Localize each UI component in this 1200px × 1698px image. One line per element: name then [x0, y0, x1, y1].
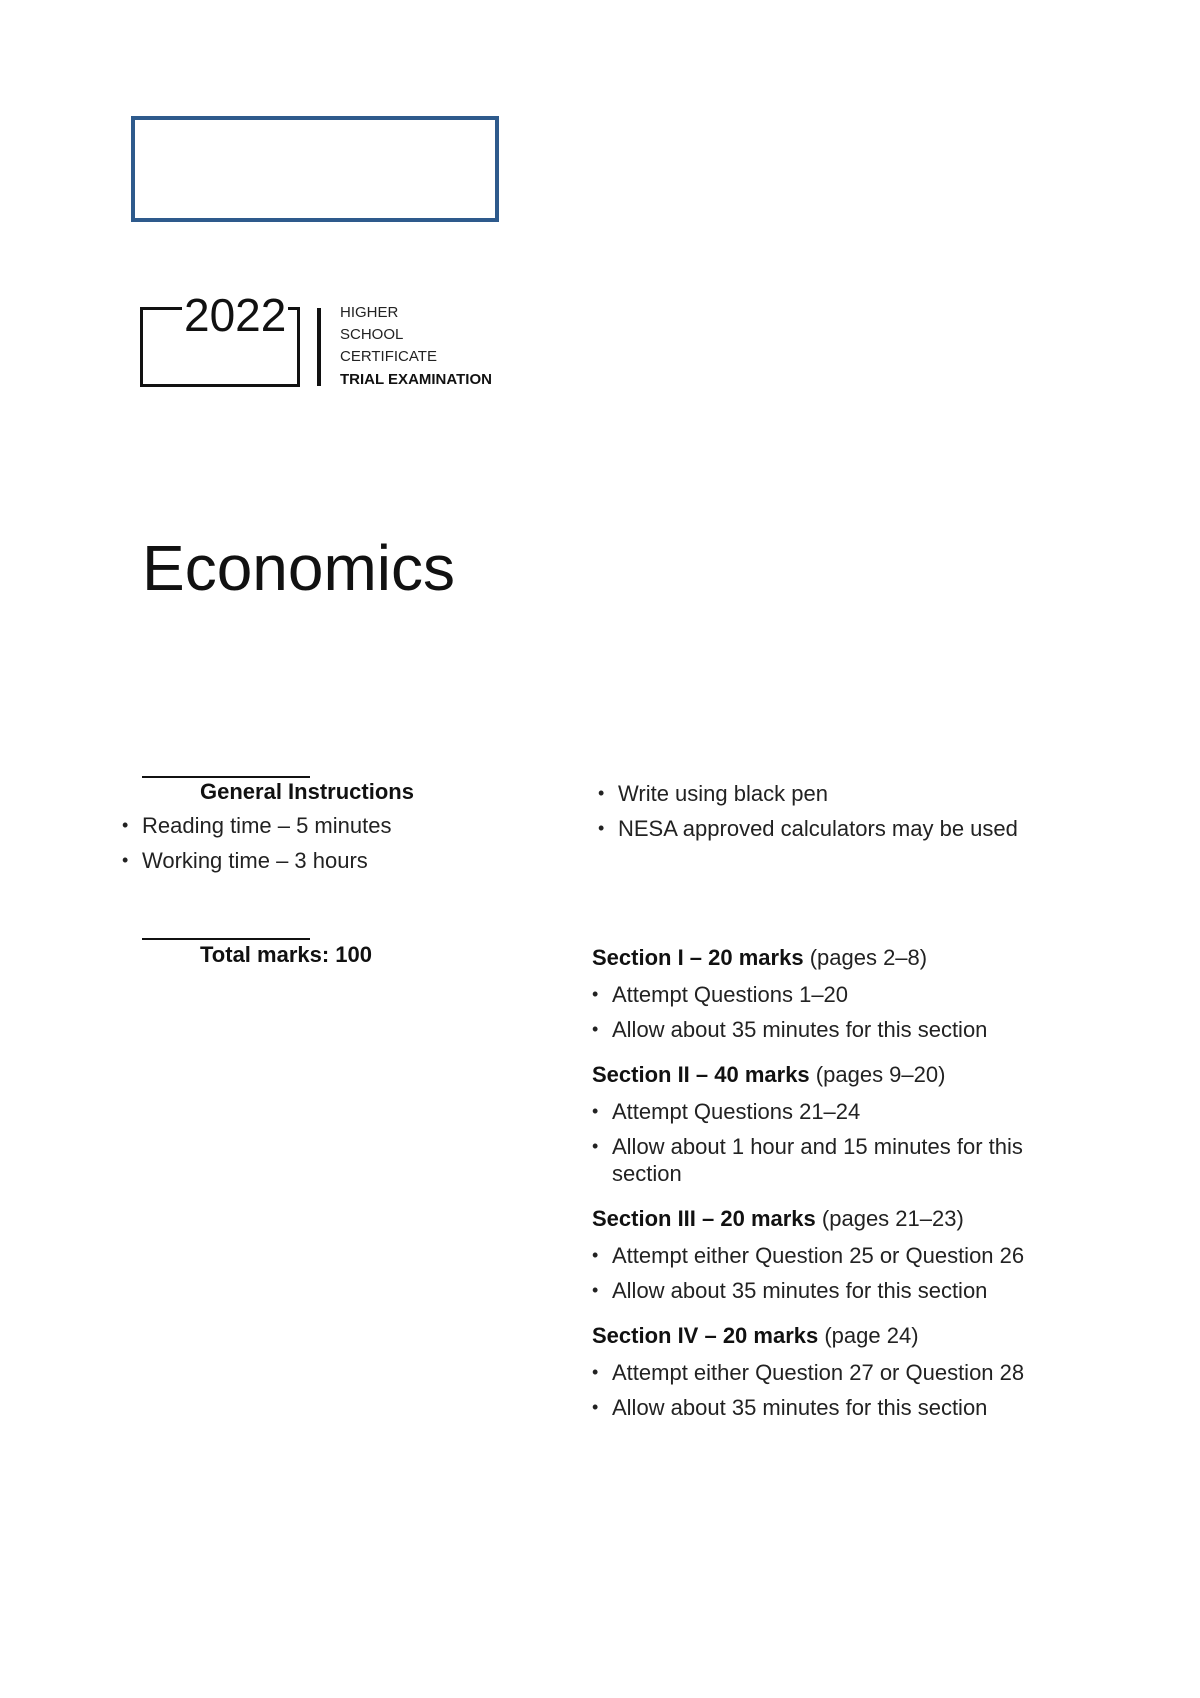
list-item [592, 1394, 1052, 1421]
section-items [592, 981, 1052, 1043]
section-4 [592, 1322, 1052, 1421]
bullet-icon: • [592, 1136, 599, 1156]
bullet-icon: • [592, 1245, 599, 1265]
subject-title: Economics [142, 532, 455, 604]
bullet-icon: • [592, 984, 599, 1004]
hsc-line-certificate: CERTIFICATE [340, 348, 437, 365]
list-item [592, 1359, 1052, 1386]
section-item: Allow about 35 minutes for this section [612, 1395, 988, 1420]
section-name: Section III – 20 marks [592, 1206, 816, 1231]
list-item [122, 812, 502, 839]
materials-item-pen: Write using black pen [618, 781, 828, 806]
section-item: Allow about 1 hour and 15 minutes for this section [612, 1134, 1023, 1186]
bullet-icon: • [122, 850, 129, 870]
general-instructions-heading: General Instructions [200, 779, 414, 804]
exam-year: 2022 [184, 289, 287, 341]
section-name: Section I – 20 marks [592, 945, 804, 970]
section-item: Attempt Questions 21–24 [612, 1099, 861, 1124]
student-number-box [131, 116, 499, 222]
bullet-icon: • [592, 1280, 599, 1300]
materials-list [598, 780, 1038, 850]
total-marks-rule [142, 938, 310, 940]
hsc-line-trial: TRIAL EXAMINATION [340, 371, 492, 388]
section-items [592, 1098, 1052, 1187]
section-title [592, 1061, 1052, 1089]
list-item [592, 1242, 1052, 1269]
list-item [598, 815, 1038, 842]
section-items [592, 1359, 1052, 1421]
general-instructions-list [122, 812, 502, 882]
section-pages: (pages 9–20) [815, 1062, 946, 1087]
section-pages: (pages 2–8) [809, 945, 928, 970]
section-name: Section II – 40 marks [592, 1062, 810, 1087]
hsc-line-higher: HIGHER [340, 304, 399, 321]
sections-list [592, 944, 1052, 1439]
section-name: Section IV – 20 marks [592, 1323, 819, 1348]
section-pages: (page 24) [824, 1323, 919, 1348]
bullet-icon: • [592, 1397, 599, 1417]
section-items [592, 1242, 1052, 1304]
bullet-icon: • [598, 783, 605, 803]
general-item-reading-time: Reading time – 5 minutes [142, 813, 392, 838]
section-pages: (pages 21–23) [821, 1206, 964, 1231]
bullet-icon: • [592, 1101, 599, 1121]
bullet-icon: • [592, 1019, 599, 1039]
list-item [592, 1016, 1052, 1043]
section-3 [592, 1205, 1052, 1304]
section-title [592, 1205, 1052, 1233]
list-item [592, 1133, 1052, 1187]
hsc-line-school: SCHOOL [340, 326, 404, 343]
section-title [592, 1322, 1052, 1350]
general-item-working-time: Working time – 3 hours [142, 848, 368, 873]
list-item [592, 981, 1052, 1008]
section-item: Attempt Questions 1–20 [612, 982, 849, 1007]
list-item [122, 847, 502, 874]
section-2 [592, 1061, 1052, 1187]
section-item: Allow about 35 minutes for this section [612, 1017, 988, 1042]
list-item [592, 1098, 1052, 1125]
total-marks: Total marks: 100 [200, 942, 373, 967]
section-item: Attempt either Question 25 or Question 26 [612, 1243, 1025, 1268]
bullet-icon: • [122, 815, 129, 835]
section-title [592, 944, 1052, 972]
materials-item-calculators: NESA approved calculators may be used [618, 816, 1018, 841]
section-item: Attempt either Question 27 or Question 28 [612, 1360, 1025, 1385]
section-1 [592, 944, 1052, 1043]
list-item [592, 1277, 1052, 1304]
bullet-icon: • [592, 1362, 599, 1382]
header-divider [317, 308, 321, 386]
bullet-icon: • [598, 818, 605, 838]
section-item: Allow about 35 minutes for this section [612, 1278, 988, 1303]
list-item [598, 780, 1038, 807]
